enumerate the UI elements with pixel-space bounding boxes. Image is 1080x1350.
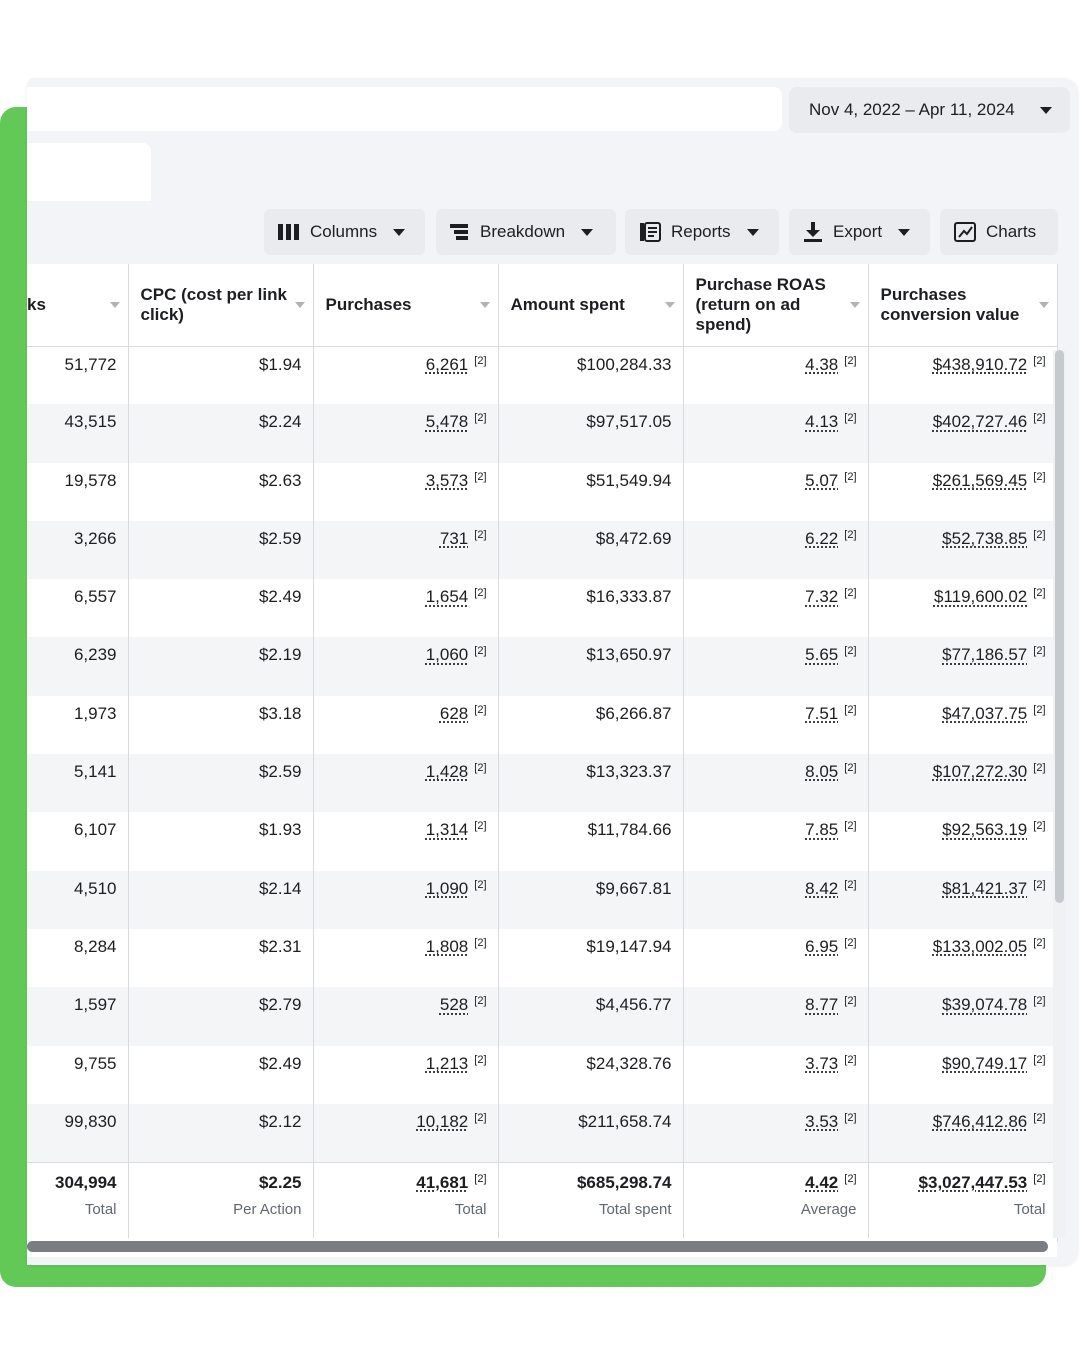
cell-value[interactable]: 6.95 <box>805 936 839 956</box>
cell-value: $19,147.94 <box>586 936 672 956</box>
cell-value[interactable]: $39,074.78 <box>942 995 1028 1015</box>
totals-row <box>27 1162 1057 1242</box>
footnote-marker: [2] <box>1033 936 1046 949</box>
roas-cell <box>683 1046 868 1104</box>
sort-icon[interactable] <box>850 302 860 308</box>
link-clicks-cell <box>27 754 128 812</box>
table-row <box>27 346 1057 404</box>
sort-icon[interactable] <box>665 302 675 308</box>
reports-icon <box>639 222 661 242</box>
cell-value: 6,239 <box>73 645 117 665</box>
column-header-label: CPC (cost per link click) <box>140 284 287 324</box>
table-row <box>27 754 1057 812</box>
total-cell <box>868 1162 1057 1242</box>
cpc-cell <box>128 404 313 462</box>
cell-value: $2.49 <box>258 587 302 607</box>
column-header-amount-spent[interactable] <box>498 264 683 346</box>
columns-label: Columns <box>310 222 378 241</box>
amount-spent-cell <box>498 987 683 1045</box>
footnote-marker: [2] <box>1033 528 1046 541</box>
results-table <box>27 264 1057 1238</box>
cell-value: $16,333.87 <box>586 587 672 607</box>
cell-value[interactable]: $438,910.72 <box>932 354 1028 374</box>
link-clicks-cell <box>27 463 128 521</box>
total-cell <box>683 1162 868 1242</box>
footnote-marker: [2] <box>1033 470 1046 483</box>
cell-value: 1,597 <box>73 995 117 1015</box>
cell-value[interactable]: 3.53 <box>805 1111 839 1131</box>
chevron-down-icon <box>393 229 405 236</box>
column-header-conversion-value[interactable] <box>868 264 1057 346</box>
chevron-down-icon <box>747 229 759 236</box>
cell-value[interactable]: 628 <box>439 703 469 723</box>
total-cell <box>27 1162 128 1242</box>
purchases-cell <box>313 929 498 987</box>
footnote-marker: [2] <box>474 587 487 600</box>
footnote-marker: [2] <box>474 936 487 949</box>
footnote-marker: [2] <box>844 762 857 775</box>
footnote-marker: [2] <box>474 645 487 658</box>
footnote-marker: [2] <box>1033 703 1046 716</box>
footnote-marker: [2] <box>844 528 857 541</box>
amount-spent-cell <box>498 871 683 929</box>
sort-icon[interactable] <box>110 302 120 308</box>
roas-cell <box>683 754 868 812</box>
cell-value: $2.59 <box>258 528 302 548</box>
footnote-marker: [2] <box>474 528 487 541</box>
roas-cell <box>683 404 868 462</box>
cell-value[interactable]: 4.38 <box>805 354 839 374</box>
table-row <box>27 871 1057 929</box>
footnote-marker: [2] <box>474 995 487 1008</box>
table-row <box>27 696 1057 754</box>
breakdown-icon <box>450 223 470 241</box>
amount-spent-cell <box>498 812 683 870</box>
chevron-down-icon <box>898 229 910 236</box>
total-cell <box>498 1162 683 1242</box>
footnote-marker: [2] <box>1033 820 1046 833</box>
cpc-cell <box>128 987 313 1045</box>
reports-label: Reports <box>671 222 731 241</box>
conversion-value-cell <box>868 929 1057 987</box>
total-label: Total <box>84 1200 117 1218</box>
chevron-down-icon <box>1040 107 1052 114</box>
cell-value[interactable]: 8.42 <box>805 878 839 898</box>
cell-value: $11,784.66 <box>587 820 672 840</box>
link-clicks-cell <box>27 1046 128 1104</box>
cpc-cell <box>128 1104 313 1162</box>
amount-spent-cell <box>498 579 683 637</box>
purchases-cell <box>313 404 498 462</box>
cpc-cell <box>128 521 313 579</box>
cpc-cell <box>128 1046 313 1104</box>
link-clicks-cell <box>27 696 128 754</box>
cell-value[interactable]: 1,808 <box>425 936 469 956</box>
cell-value[interactable]: 7.85 <box>805 820 839 840</box>
purchases-cell <box>313 812 498 870</box>
roas-cell <box>683 987 868 1045</box>
toolbar <box>27 209 1078 255</box>
link-clicks-cell <box>27 637 128 695</box>
export-button[interactable] <box>789 209 930 255</box>
cell-value: $51,549.94 <box>586 470 672 490</box>
conversion-value-cell <box>868 754 1057 812</box>
table-row <box>27 579 1057 637</box>
roas-cell <box>683 521 868 579</box>
column-header-purchases[interactable] <box>313 264 498 346</box>
chevron-down-icon <box>581 229 593 236</box>
cell-value: $2.19 <box>258 645 302 665</box>
cell-value: 6,107 <box>73 820 117 840</box>
cell-value: 19,578 <box>64 470 117 490</box>
cell-value: 8,284 <box>73 936 117 956</box>
footnote-marker: [2] <box>844 995 857 1008</box>
footnote-marker: [2] <box>844 470 857 483</box>
amount-spent-cell <box>498 929 683 987</box>
cell-value[interactable]: $81,421.37 <box>942 878 1028 898</box>
link-clicks-cell <box>27 1104 128 1162</box>
cell-value: $2.14 <box>258 878 302 898</box>
amount-spent-cell <box>498 754 683 812</box>
link-clicks-cell <box>27 812 128 870</box>
cell-value: 5,141 <box>73 762 117 782</box>
total-label: Average <box>800 1200 857 1218</box>
column-header-label: ks <box>27 294 46 314</box>
cell-value[interactable]: 1,090 <box>425 878 469 898</box>
cell-value[interactable]: 1,213 <box>425 1053 469 1073</box>
roas-cell <box>683 579 868 637</box>
cell-value: $2.24 <box>258 412 302 432</box>
footnote-marker: [2] <box>1033 587 1046 600</box>
table-row <box>27 404 1057 462</box>
roas-cell <box>683 929 868 987</box>
total-label: Total <box>454 1200 487 1218</box>
conversion-value-cell <box>868 521 1057 579</box>
column-header-link-clicks[interactable] <box>27 264 128 346</box>
table-row <box>27 637 1057 695</box>
footnote-marker: [2] <box>844 936 857 949</box>
conversion-value-cell <box>868 1104 1057 1162</box>
cpc-cell <box>128 812 313 870</box>
cell-value[interactable]: $261,569.45 <box>932 470 1028 490</box>
cell-value: $2.59 <box>258 762 302 782</box>
cell-value[interactable]: $119,600.02 <box>933 587 1028 607</box>
footnote-marker: [2] <box>474 820 487 833</box>
footnote-marker: [2] <box>844 820 857 833</box>
cell-value: $2.49 <box>258 1053 302 1073</box>
cpc-cell <box>128 346 313 404</box>
amount-spent-cell <box>498 1104 683 1162</box>
total-value: 304,994 <box>55 1172 117 1192</box>
reports-button[interactable] <box>625 209 779 255</box>
table-row <box>27 1104 1057 1162</box>
column-header-label: Purchases conversion value <box>880 284 1020 324</box>
charts-label: Charts <box>986 222 1037 241</box>
purchases-cell <box>313 579 498 637</box>
conversion-value-cell <box>868 987 1057 1045</box>
footnote-marker: [2] <box>844 703 857 716</box>
purchases-cell <box>313 754 498 812</box>
link-clicks-cell <box>27 929 128 987</box>
table-row <box>27 929 1057 987</box>
footnote-marker: [2] <box>1033 762 1046 775</box>
table-row <box>27 987 1057 1045</box>
cell-value: $6,266.87 <box>595 703 672 723</box>
cpc-cell <box>128 871 313 929</box>
table-row <box>27 521 1057 579</box>
purchases-cell <box>313 987 498 1045</box>
amount-spent-cell <box>498 696 683 754</box>
footnote-marker: [2] <box>474 703 487 716</box>
cell-value: 4,510 <box>73 878 117 898</box>
footnote-marker: [2] <box>474 762 487 775</box>
vertical-scrollbar-thumb[interactable] <box>1055 350 1064 903</box>
columns-button[interactable] <box>264 209 425 255</box>
total-label: Total <box>1013 1200 1046 1218</box>
purchases-cell <box>313 346 498 404</box>
total-label: Per Action <box>233 1200 302 1218</box>
cell-value: 51,772 <box>64 354 117 374</box>
cell-value[interactable]: 7.32 <box>805 587 839 607</box>
cpc-cell <box>128 579 313 637</box>
cell-value: $9,667.81 <box>595 878 672 898</box>
amount-spent-cell <box>498 637 683 695</box>
cell-value: 9,755 <box>73 1053 117 1073</box>
ads-manager-panel <box>27 78 1078 1265</box>
total-cell <box>128 1162 313 1242</box>
link-clicks-cell <box>27 579 128 637</box>
footnote-marker: [2] <box>474 1053 487 1066</box>
conversion-value-cell <box>868 1046 1057 1104</box>
cell-value[interactable]: 5,478 <box>425 412 469 432</box>
footnote-marker: [2] <box>844 645 857 658</box>
cell-value[interactable]: $402,727.46 <box>932 412 1028 432</box>
cell-value[interactable]: 6.22 <box>805 528 839 548</box>
cell-value[interactable]: 4.13 <box>805 412 839 432</box>
link-clicks-cell <box>27 404 128 462</box>
search-bar[interactable] <box>27 87 782 131</box>
purchases-cell <box>313 871 498 929</box>
column-header-purchase-roas[interactable] <box>683 264 868 346</box>
column-header-label: Amount spent <box>510 294 625 314</box>
column-header-label: Purchases <box>325 294 412 314</box>
cell-value[interactable]: 5.07 <box>805 470 839 490</box>
cell-value: 3,266 <box>73 528 117 548</box>
cell-value[interactable]: $92,563.19 <box>942 820 1028 840</box>
cell-value: $13,650.97 <box>586 645 672 665</box>
total-cell <box>313 1162 498 1242</box>
cell-value[interactable]: $133,002.05 <box>932 936 1028 956</box>
amount-spent-cell <box>498 463 683 521</box>
link-clicks-cell <box>27 346 128 404</box>
cell-value[interactable]: 3,573 <box>425 470 469 490</box>
amount-spent-cell <box>498 404 683 462</box>
cell-value[interactable]: $746,412.86 <box>932 1111 1028 1131</box>
amount-spent-cell <box>498 521 683 579</box>
cell-value: $2.12 <box>258 1111 302 1131</box>
cell-value: $97,517.05 <box>586 412 672 432</box>
cell-value: 43,515 <box>64 412 117 432</box>
breakdown-button[interactable] <box>436 209 616 255</box>
table-row <box>27 463 1057 521</box>
cell-value[interactable]: 731 <box>439 528 469 548</box>
total-value[interactable]: 41,681 <box>416 1172 469 1192</box>
purchases-cell <box>313 1104 498 1162</box>
purchases-cell <box>313 521 498 579</box>
cell-value: $1.93 <box>258 820 302 840</box>
purchases-cell <box>313 696 498 754</box>
conversion-value-cell <box>868 637 1057 695</box>
conversion-value-cell <box>868 871 1057 929</box>
footnote-marker: [2] <box>474 412 487 425</box>
conversion-value-cell <box>868 346 1057 404</box>
footnote-marker: [2] <box>844 354 857 367</box>
footnote-marker: [2] <box>474 1172 487 1185</box>
footnote-marker: [2] <box>474 354 487 367</box>
cell-value: 6,557 <box>73 587 117 607</box>
cell-value[interactable]: 1,314 <box>425 820 469 840</box>
table-row <box>27 1046 1057 1104</box>
footnote-marker: [2] <box>844 1172 857 1185</box>
link-clicks-cell <box>27 521 128 579</box>
footnote-marker: [2] <box>1033 878 1046 891</box>
cell-value[interactable]: 1,654 <box>425 587 469 607</box>
total-value[interactable]: 4.42 <box>805 1172 839 1192</box>
total-label: Total spent <box>598 1200 672 1218</box>
cell-value: $100,284.33 <box>576 354 672 374</box>
footnote-marker: [2] <box>844 1053 857 1066</box>
table-header-row <box>27 264 1057 346</box>
export-label: Export <box>833 222 883 241</box>
charts-button[interactable] <box>940 209 1058 255</box>
cell-value[interactable]: 1,428 <box>425 762 469 782</box>
roas-cell <box>683 1104 868 1162</box>
roas-cell <box>683 346 868 404</box>
columns-icon <box>278 223 300 241</box>
purchases-cell <box>313 637 498 695</box>
purchases-cell <box>313 463 498 521</box>
footnote-marker: [2] <box>844 412 857 425</box>
cell-value[interactable]: 8.77 <box>805 995 839 1015</box>
cell-value: $211,658.74 <box>578 1111 672 1131</box>
cell-value: $13,323.37 <box>586 762 672 782</box>
sort-icon[interactable] <box>1039 302 1049 308</box>
sort-icon[interactable] <box>480 302 490 308</box>
total-value: $685,298.74 <box>576 1172 672 1192</box>
amount-spent-cell <box>498 1046 683 1104</box>
cell-value[interactable]: 5.65 <box>805 645 839 665</box>
cpc-cell <box>128 754 313 812</box>
footnote-marker: [2] <box>844 587 857 600</box>
roas-cell <box>683 696 868 754</box>
date-range-picker[interactable] <box>789 87 1070 133</box>
roas-cell <box>683 871 868 929</box>
footnote-marker: [2] <box>1033 1111 1046 1124</box>
total-value: $2.25 <box>258 1172 302 1192</box>
link-clicks-cell <box>27 871 128 929</box>
footnote-marker: [2] <box>844 1111 857 1124</box>
amount-spent-cell <box>498 346 683 404</box>
cell-value[interactable]: $47,037.75 <box>942 703 1028 723</box>
conversion-value-cell <box>868 463 1057 521</box>
roas-cell <box>683 463 868 521</box>
conversion-value-cell <box>868 696 1057 754</box>
cell-value: 1,973 <box>73 703 117 723</box>
footnote-marker: [2] <box>1033 645 1046 658</box>
cpc-cell <box>128 929 313 987</box>
roas-cell <box>683 812 868 870</box>
footnote-marker: [2] <box>1033 1172 1046 1185</box>
sort-icon[interactable] <box>295 302 305 308</box>
footnote-marker: [2] <box>1033 1053 1046 1066</box>
conversion-value-cell <box>868 404 1057 462</box>
footnote-marker: [2] <box>1033 354 1046 367</box>
footnote-marker: [2] <box>474 470 487 483</box>
cell-value[interactable]: 8.05 <box>805 762 839 782</box>
total-value[interactable]: $3,027,447.53 <box>918 1172 1028 1192</box>
cell-value: $3.18 <box>258 703 302 723</box>
column-header-cpc[interactable] <box>128 264 313 346</box>
chart-icon <box>954 222 976 242</box>
cell-value: $2.79 <box>258 995 302 1015</box>
cpc-cell <box>128 696 313 754</box>
cpc-cell <box>128 463 313 521</box>
link-clicks-cell <box>27 987 128 1045</box>
cell-value[interactable]: 10,182 <box>416 1111 469 1131</box>
breakdown-label: Breakdown <box>480 222 566 241</box>
cell-value[interactable]: $52,738.85 <box>942 528 1028 548</box>
column-header-label: Purchase ROAS (return on ad spend) <box>695 274 826 334</box>
cell-value[interactable]: $77,186.57 <box>942 645 1028 665</box>
cpc-cell <box>128 637 313 695</box>
date-range-label: Nov 4, 2022 – Apr 11, 2024 <box>809 100 1015 119</box>
cell-value[interactable]: 528 <box>439 995 469 1015</box>
cell-value: $8,472.69 <box>595 528 672 548</box>
footnote-marker: [2] <box>1033 412 1046 425</box>
footnote-marker: [2] <box>474 1111 487 1124</box>
purchases-cell <box>313 1046 498 1104</box>
horizontal-scrollbar-thumb[interactable] <box>27 1241 1048 1252</box>
cell-value[interactable]: $107,272.30 <box>932 762 1028 782</box>
cell-value: $4,456.77 <box>595 995 672 1015</box>
cell-value: $2.63 <box>258 470 302 490</box>
cell-value: $24,328.76 <box>586 1053 672 1073</box>
footnote-marker: [2] <box>474 878 487 891</box>
cell-value: 99,830 <box>64 1111 117 1131</box>
conversion-value-cell <box>868 812 1057 870</box>
conversion-value-cell <box>868 579 1057 637</box>
cell-value[interactable]: $90,749.17 <box>942 1053 1028 1073</box>
cell-value[interactable]: 1,060 <box>425 645 469 665</box>
cell-value[interactable]: 6,261 <box>425 354 469 374</box>
cell-value[interactable]: 7.51 <box>805 703 839 723</box>
roas-cell <box>683 637 868 695</box>
table-row <box>27 812 1057 870</box>
tab-active[interactable] <box>27 143 151 201</box>
footnote-marker: [2] <box>844 878 857 891</box>
cell-value: $1.94 <box>258 354 302 374</box>
download-icon <box>803 221 823 243</box>
cell-value[interactable]: 3.73 <box>805 1053 839 1073</box>
footnote-marker: [2] <box>1033 995 1046 1008</box>
cell-value: $2.31 <box>258 936 302 956</box>
